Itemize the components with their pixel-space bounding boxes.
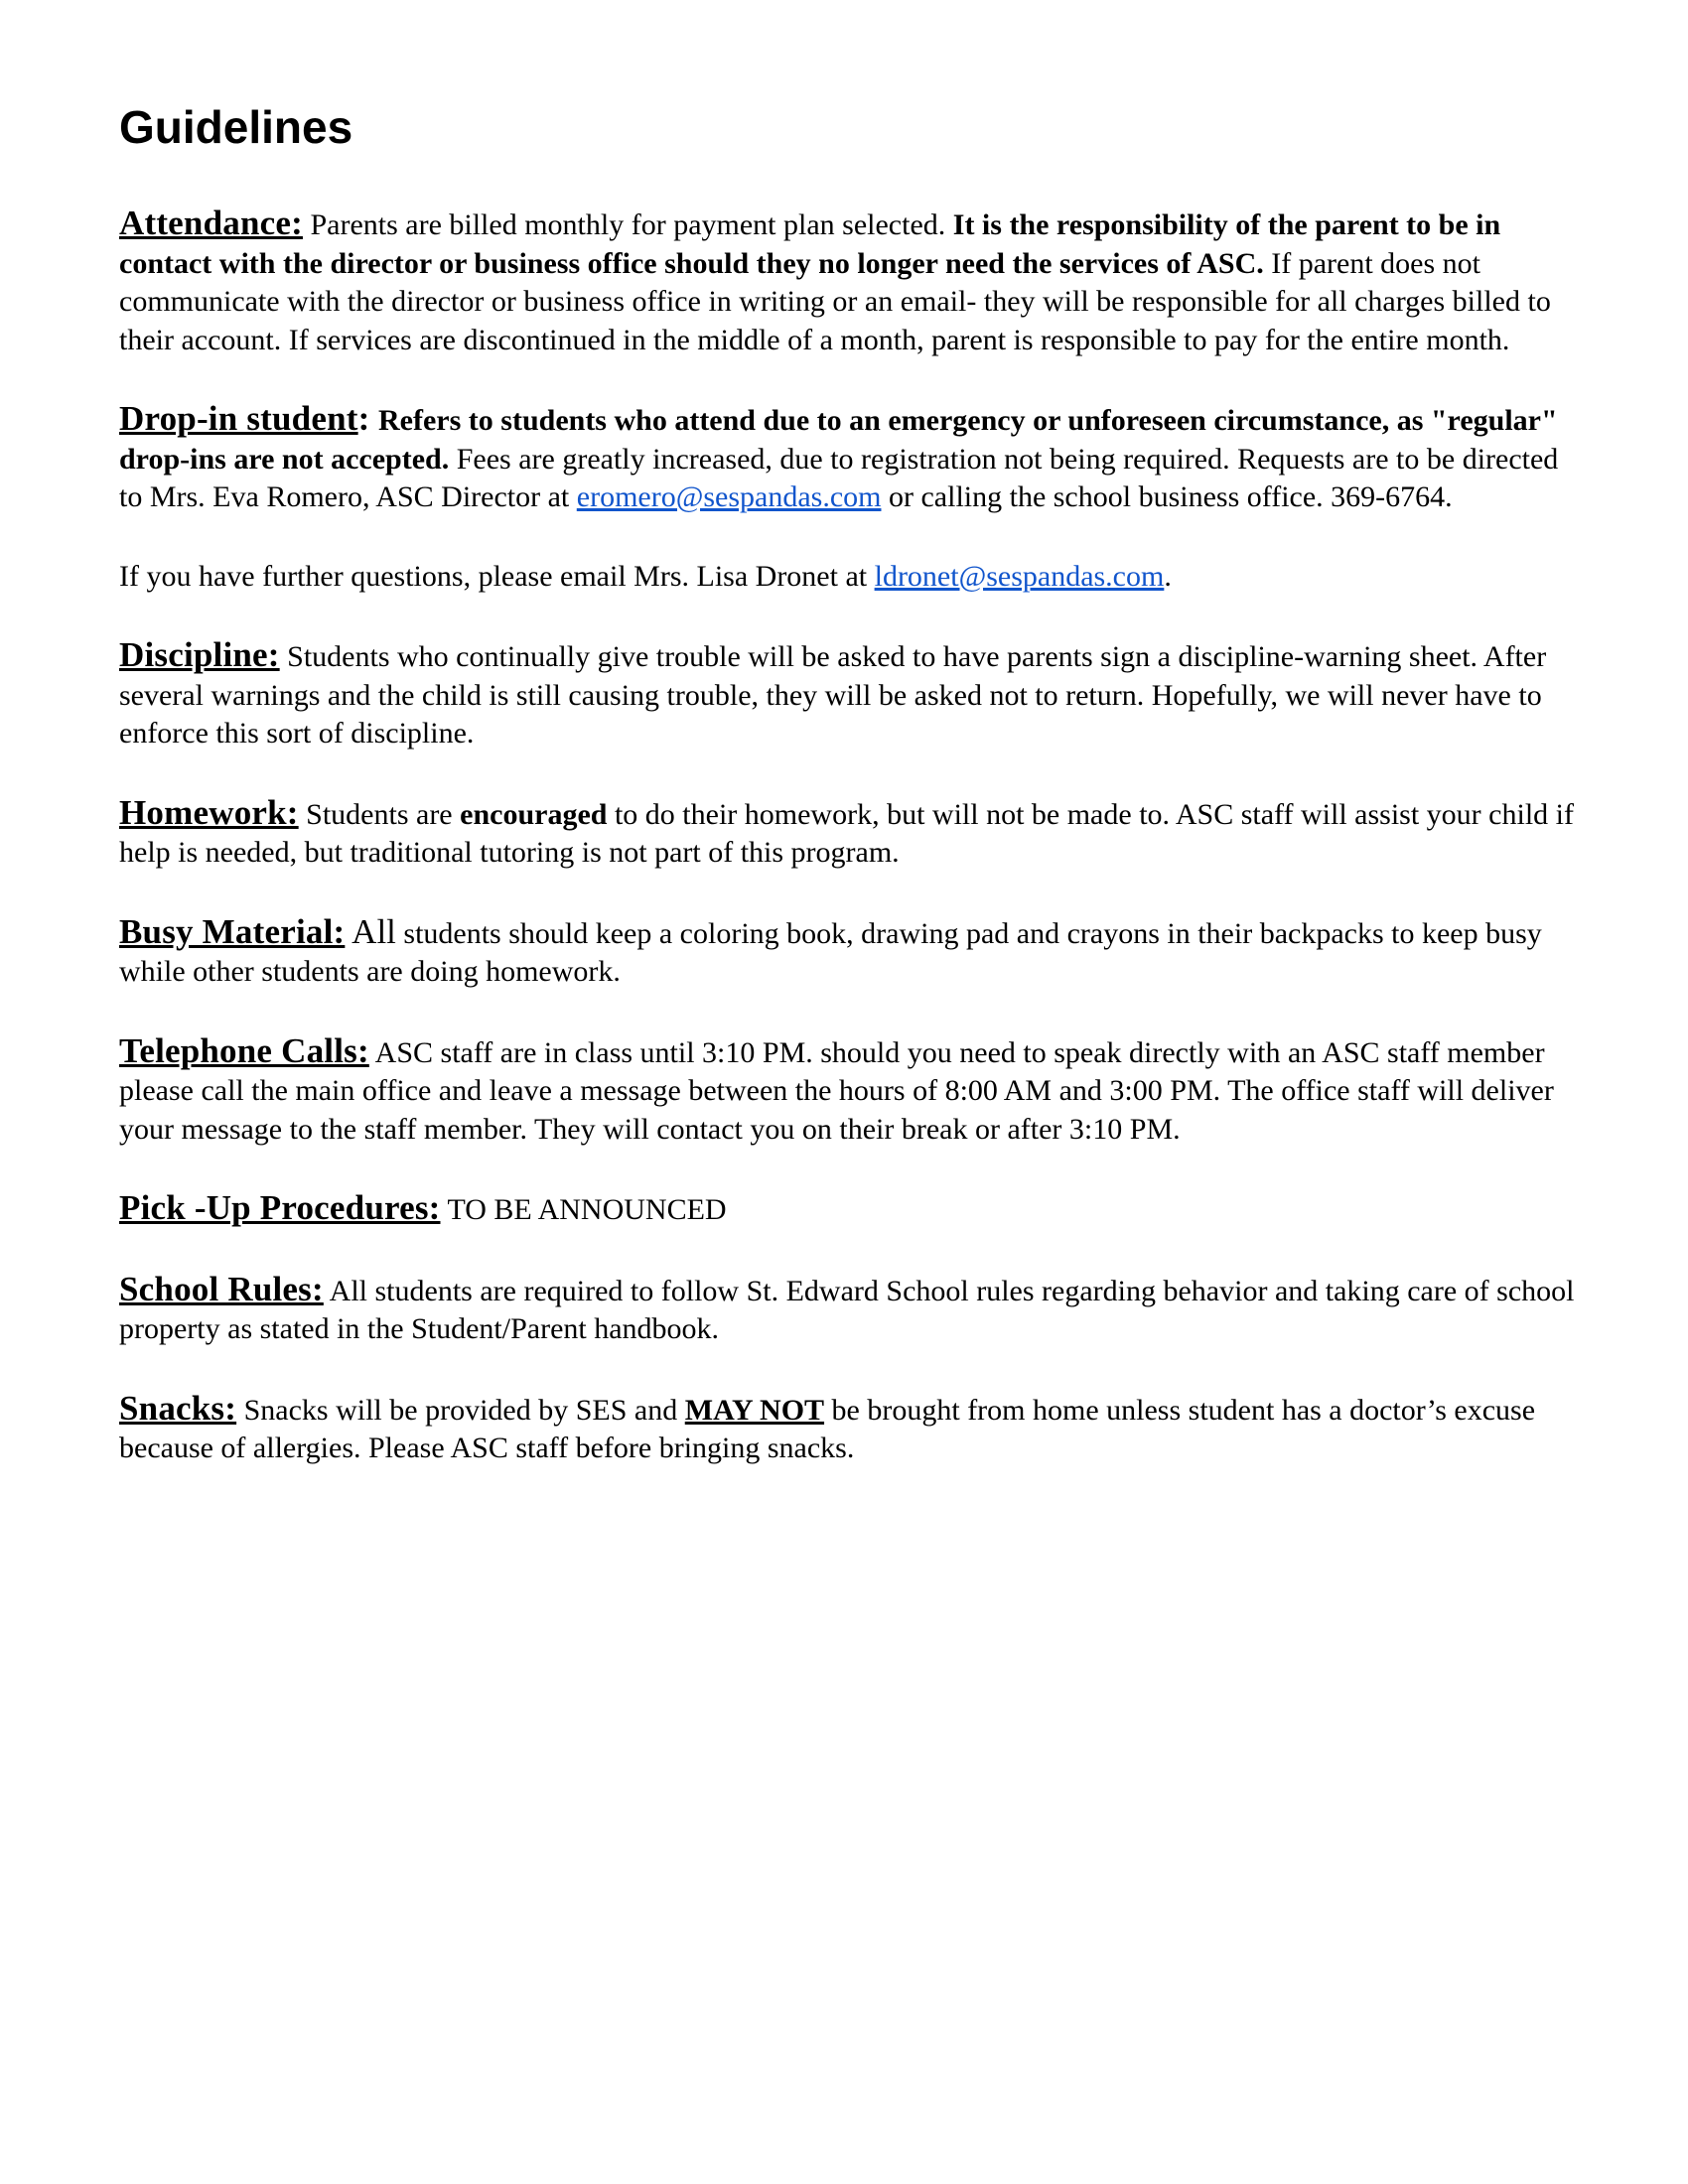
school-rules-text: All students are required to follow St. Edward School rules regarding behavior and taking care of school property as stated in the Student/Parent handbook. <box>119 1274 1575 1345</box>
dropin-colon: : <box>357 399 379 438</box>
dropin-bold-text: Refers to students who attend due to an emergency or unforeseen circumstance, as "regular" drop-ins are not accepted. <box>119 404 1558 476</box>
snacks-text-1: Snacks will be provided by SES and <box>236 1393 685 1427</box>
questions-text-2: . <box>1164 559 1172 593</box>
homework-section <box>119 794 1579 873</box>
busy-material-heading: Busy Material: <box>119 911 346 951</box>
homework-text-1: Students are <box>298 797 461 831</box>
snacks-bold-text: MAY NOT <box>684 1393 825 1427</box>
homework-bold-text: encouraged <box>460 797 608 831</box>
page-title: Guidelines <box>119 101 353 153</box>
discipline-text: Students who continually give trouble will be asked to have parents sign a discipline-warning sheet. After several warnings and the child is still causing trouble, they will be asked not to return. Hopefully, we will never have to enforce this sort of discipline. <box>119 640 1547 750</box>
dropin-heading: Drop-in student <box>119 399 358 438</box>
dropin-text-1: Fees are greatly increased, due to registration not being required. Requests are to be directed to Mrs. Eva Romero, ASC Director at <box>119 442 1559 513</box>
telephone-text: ASC staff are in class until 3:10 PM. should you need to speak directly with an ASC staff member please call the main office and leave a message between the hours of 8:00 AM and 3:00 PM. The office staff will deliver your message to the staff member. They will contact you on their break or after 3:10 PM. <box>119 1035 1554 1146</box>
snacks-section <box>119 1390 1579 1468</box>
attendance-heading: Attendance: <box>119 204 303 242</box>
discipline-heading: Discipline: <box>119 635 280 674</box>
discipline-section <box>119 636 1579 753</box>
snacks-text-2: be brought from home unless student has a doctor’s excuse because of allergies. Please ASC staff before bringing snacks. <box>119 1393 1536 1464</box>
pickup-section <box>119 1189 1579 1230</box>
homework-heading: Homework: <box>119 792 299 832</box>
busy-material-text: students should keep a coloring book, drawing pad and crayons in their backpacks to keep busy while other students are doing homework. <box>119 916 1542 988</box>
snacks-heading: Snacks: <box>119 1388 237 1428</box>
dropin-section <box>119 400 1579 517</box>
pickup-heading: Pick -Up Procedures: <box>119 1188 441 1227</box>
homework-text-2: to do their homework, but will not be made to. ASC staff will assist your child if help is needed, but traditional tutoring is not part of this program. <box>119 797 1574 869</box>
attendance-bold-text: It is the responsibility of the parent to be in contact with the director or business office should they no longer need the services of ASC. <box>119 208 1501 280</box>
dropin-text-2: or calling the school business office. 369-6764. <box>881 480 1453 513</box>
document-page <box>119 99 1579 1509</box>
questions-text-1: If you have further questions, please email Mrs. Lisa Dronet at <box>119 559 875 593</box>
attendance-text-2: If parent does not communicate with the director or business office in writing or an email- they will be responsible for all charges billed to their account. If services are discontinued in the middle of a month, parent is responsible to pay for the entire month. <box>119 246 1551 356</box>
school-rules-heading: School Rules: <box>119 1269 324 1308</box>
questions-section <box>119 558 1579 597</box>
school-rules-section <box>119 1271 1579 1349</box>
telephone-section <box>119 1032 1579 1150</box>
busy-material-section <box>119 913 1579 992</box>
ldronet-email-link[interactable]: ldronet@sespandas.com <box>874 559 1165 593</box>
attendance-section <box>119 205 1579 359</box>
attendance-text-1: Parents are billed monthly for payment plan selected. <box>302 208 953 241</box>
busy-material-big-word: All <box>345 911 396 951</box>
eromero-email-link[interactable]: eromero@sespandas.com <box>576 480 882 513</box>
telephone-heading: Telephone Calls: <box>119 1030 369 1070</box>
pickup-text: TO BE ANNOUNCED <box>440 1193 727 1226</box>
